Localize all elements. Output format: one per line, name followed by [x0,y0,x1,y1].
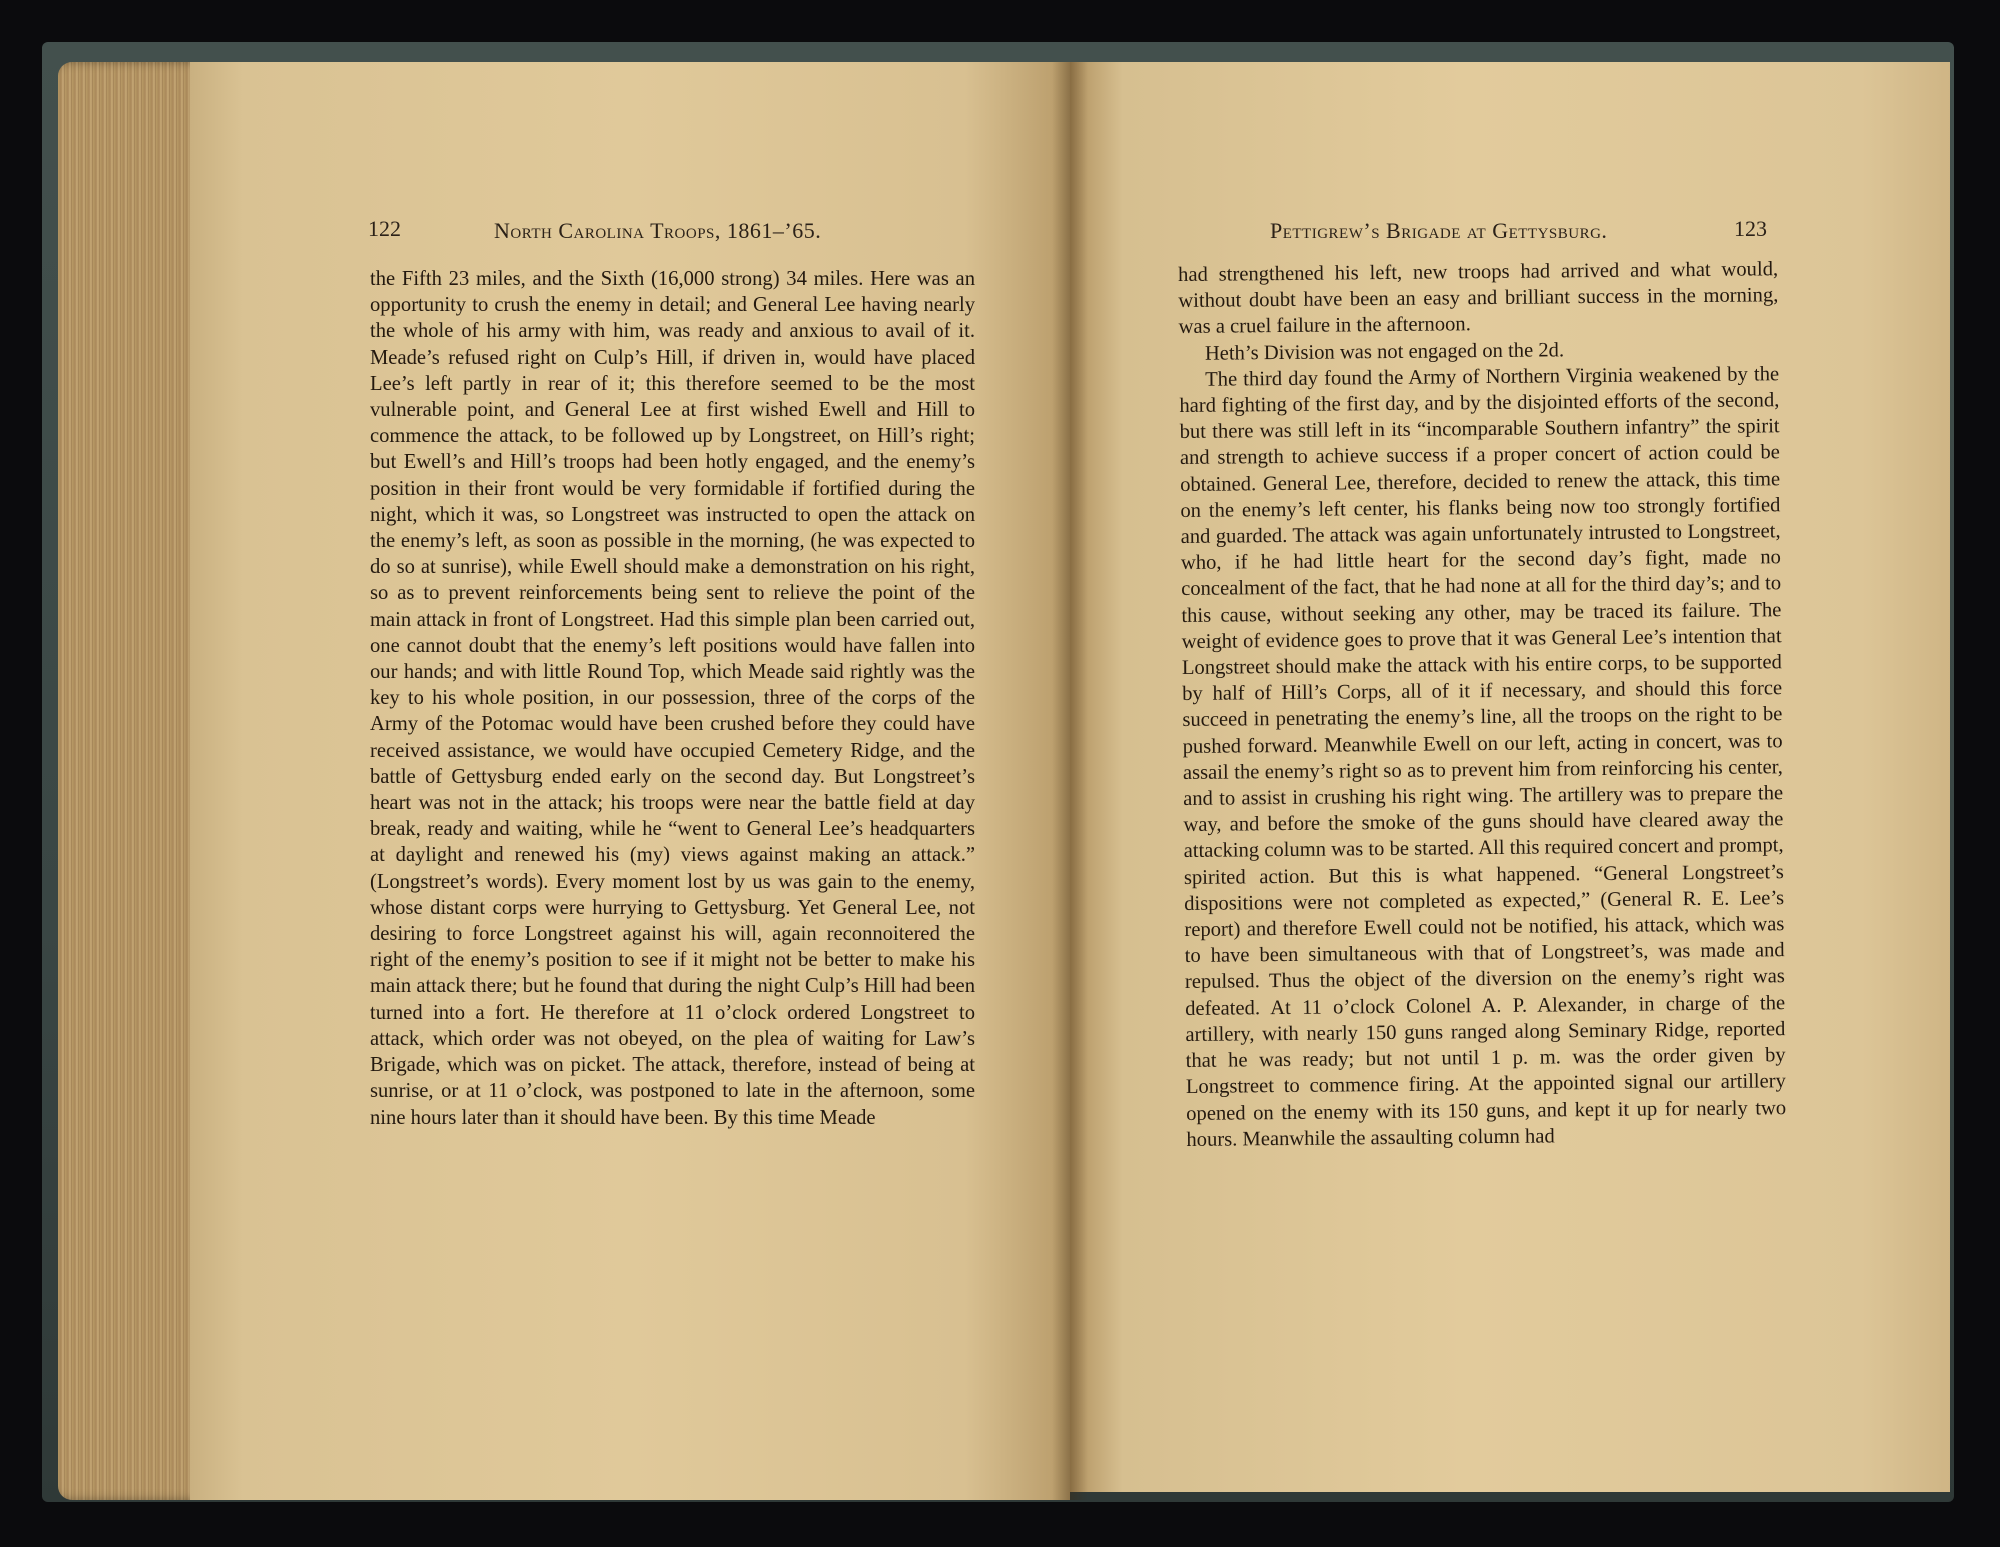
paragraph: Heth’s Division was not engaged on the 2d. [1204,338,1565,365]
right-page-number: 123 [1734,216,1767,241]
right-page-body [1178,256,1787,1153]
left-page-number: 122 [368,216,401,241]
left-page-body [370,266,975,1131]
paragraph: had strengthened his left, new troops had arrived and what would, without doubt have been an easy and brilliant success in the morning, was a cruel failure in the afternoon. [1178,258,1779,339]
paragraph: the Fifth 23 miles, and the Sixth (16,000 strong) 34 miles. Here was an opportunity to crush the enemy in detail; and General Lee having nearly the whole of his army with him, was ready and anxious to avail of it. Meade’s refused right on Culp’s Hill, if driven in, would have placed Lee’s left partly in rear of it; this therefore seemed to be the most vulnerable point, and General Lee at first wished Ewell and Hill to commence the attack, to be followed up by Longstreet, on Hill’s right; but Ewell’s and Hill’s troops had been hotly engaged, and the enemy’s position in their front would be very formidable if fortified during the night, which it was, so Longstreet was instructed to open the attack on the enemy’s left, as soon as possible in the morning, (he was expected to do so at sunrise), while Ewell should make a demonstration on his right, so as to prevent reinforcements being sent to relieve the point of the main attack in front of Longstreet. Had this simple plan been carried out, one cannot doubt that the enemy’s left positions would have fallen into our hands; and with little Round Top, which Meade said rightly was the key to his whole position, in our possession, three of the corps of the Army of the Potomac would have been crushed before they could have received assistance, we would have occupied Cemetery Ridge, and the battle of Gettysburg ended early on the second day. But Longstreet’s heart was not in the attack; his troops were near the battle field at day break, ready and waiting, while he “went to General Lee’s headquarters at daylight and renewed his (my) views against making an attack.” (Longstreet’s words). Every moment lost by us was gain to the enemy, whose distant corps were hurrying to Gettysburg. Yet General Lee, not desiring to force Longstreet against his will, again reconnoitered the right of the enemy’s position to see if it might not be better to make his main attack there; but he found that during the night Culp’s Hill had been turned into a fort. He therefore at 11 o’clock ordered Longstreet to attack, which order was not obeyed, on the plea of waiting for Law’s Brigade, which was on picket. The attack, therefore, instead of being at sunrise, or at 11 o’clock, was postponed to late in the afternoon, some nine hours later than it should have been. By this time Meade [370,268,975,1129]
paragraph: The third day found the Army of Northern Virginia weakened by the hard fighting of the first day, and by the disjointed efforts of the second, but there was still left in its “incomparable Southern infantry” the spirit and strength to achieve success if a proper concert of action could be obtained. General Lee, therefore, decided to renew the attack, this time on the enemy’s left center, his flanks being now too strongly fortified and guarded. The attack was again unfortunately intrusted to Longstreet, who, if he had little heart for the second day’s fight, made no concealment of the fact, that he had none at all for the third day’s; and to this cause, without seeking any other, may be traced its failure. The weight of evidence goes to prove that it was General Lee’s intention that Longstreet should make the attack with his entire corps, to be supported by half of Hill’s Corps, all of it if necessary, and should this force succeed in penetrating the enemy’s line, all the troops on the right to be pushed forward. Meanwhile Ewell on our left, acting in concert, was to assail the enemy’s right so as to prevent him from reinforcing his center, and to assist in crushing his right wing. The artillery was to prepare the way, and before the smoke of the guns should have cleared away the attacking column was to be started. All this required concert and prompt, spirited action. But this is what happened. “General Longstreet’s dispositions were not completed as expected,” (General R. E. Lee’s report) and therefore Ewell could not be notified, his attack, which was to have been simultaneous with that of Longstreet’s, was made and repulsed. Thus the object of the diversion on the enemy’s right was defeated. At 11 o’clock Colonel A. P. Alexander, in charge of the artillery, with nearly 150 guns ranged along Seminary Ridge, reported that he was ready; but not until 1 p. m. was the order given by Longstreet to commence firing. At the appointed signal our artillery opened on the enemy with its 150 guns, and kept it up for nearly two hours. Meanwhile the assaulting column had [1179,363,1787,1151]
right-running-head [1270,218,1770,248]
right-running-head-title: Pettigrew’s Brigade at Gettysburg. [1270,218,1608,243]
page-edges [58,62,203,1500]
left-running-head-title: North Carolina Troops, 1861–’65. [494,218,822,243]
book-gutter [1052,62,1088,1500]
left-running-head [366,218,986,248]
